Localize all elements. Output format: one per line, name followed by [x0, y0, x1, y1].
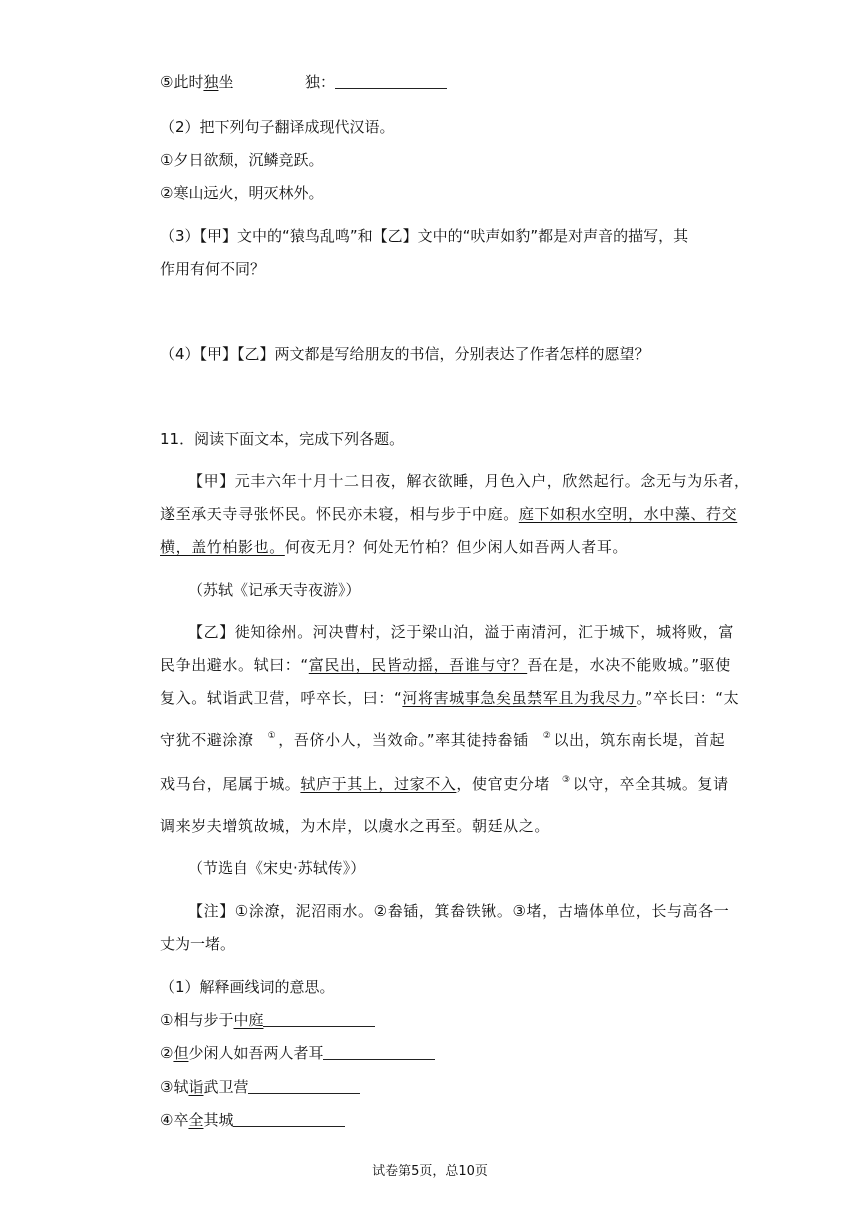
yi-line6: 调来岁夫增筑故城，为木岸，以虞水之再至。朝廷从之。 — [160, 817, 551, 835]
q11-item3 — [160, 1075, 360, 1099]
answer-blank[interactable] — [233, 1110, 345, 1127]
footnote-marker-2: ② — [542, 731, 552, 741]
jia-line3 — [160, 535, 628, 559]
item-text: 其城 — [203, 1111, 234, 1129]
q10-sub2: （2）把下列句子翻译成现代汉语。 — [160, 118, 395, 136]
yi-line2 — [160, 653, 731, 677]
yi-text: 戏马台，尾属于城。 — [160, 775, 301, 793]
q10-item5 — [160, 70, 447, 94]
yi-underlined-3: 轼庐于其上，过家不入 — [300, 775, 457, 793]
answer-blank[interactable] — [248, 1077, 360, 1094]
jia-underlined-2: 横，盖竹柏影也。 — [160, 538, 285, 556]
item5-label: 独： — [305, 73, 336, 91]
jia-text: 遂至承天寺寻张怀民。怀民亦未寝，相与步于中庭。 — [160, 505, 519, 523]
item-text: ④卒 — [160, 1111, 189, 1129]
yi-underlined-1: 富民出，民皆动摇，吾谁与守？ — [308, 656, 528, 674]
yi-text: 以出，筑东南长堤，首起 — [553, 731, 726, 749]
note-line2: 丈为一堵。 — [160, 935, 236, 953]
yi-line1: 【乙】徙知徐州。河决曹村，泛于梁山泊，溢于南清河，汇于城下，城将败，富 — [188, 623, 735, 641]
item-text: ② — [160, 1044, 174, 1062]
yi-underlined-2: 河将害城事急矣虽禁军且为我尽力 — [402, 689, 637, 707]
jia-underlined-1: 庭下如积水空明，水中藻、荇交 — [518, 505, 738, 523]
footnote-marker-3: ③ — [562, 775, 571, 785]
q11-item2 — [160, 1041, 435, 1065]
jia-line1: 【甲】元丰六年十月十二日夜，解衣欲睡，月色入户，欣然起行。念无与为乐者， — [188, 472, 750, 490]
yi-text: 复入。轼诣武卫营，呼卒长，曰：“ — [160, 689, 403, 707]
yi-line3 — [160, 686, 739, 710]
yi-text: 以守，卒全其城。复请 — [572, 775, 729, 793]
note-line1: 【注】①涂潦，泥沼雨水。②畚锸，箕畚铁锹。③堵，古墙体单位，长与高各一 — [188, 902, 730, 920]
jia-line2 — [160, 502, 737, 526]
item-underlined: 诣 — [188, 1078, 204, 1096]
yi-text: 。”卒长曰：“太 — [636, 689, 740, 707]
q11-title: 11．阅读下面文本，完成下列各题。 — [160, 430, 405, 448]
yi-source: （节选自《宋史·苏轼传》） — [188, 859, 366, 877]
item-text: ①相与步于 — [160, 1011, 234, 1029]
item5-underlined: 独 — [203, 73, 219, 91]
answer-blank[interactable] — [263, 1010, 375, 1027]
q10-sub2-a: ①夕日欲颓，沉鳞竞跃。 — [160, 151, 324, 169]
answer-blank[interactable] — [335, 72, 447, 89]
item-underlined: 但 — [173, 1044, 189, 1062]
yi-text: ，使官吏分堵 — [456, 775, 551, 793]
yi-text: 民争出避水。轼曰：“ — [160, 656, 309, 674]
q10-sub4: （4）【甲】【乙】两文都是写给朋友的书信，分别表达了作者怎样的愿望？ — [160, 345, 650, 363]
q10-sub3-line1: （3）【甲】文中的“猿鸟乱鸣”和【乙】文中的“吠声如豹”都是对声音的描写，其 — [160, 227, 689, 245]
item-underlined: 全 — [188, 1111, 204, 1129]
item5-prefix: ⑤此时 — [160, 73, 204, 91]
yi-text: ，吾侪小人，当效命。”率其徒持畚锸 — [278, 731, 529, 749]
item5-suffix: 坐 — [218, 73, 234, 91]
q11-item1 — [160, 1008, 375, 1032]
footnote-marker-1: ① — [267, 731, 277, 741]
item-underlined: 中庭 — [233, 1011, 264, 1029]
yi-line5 — [160, 772, 729, 799]
item-text: 少闲人如吾两人者耳 — [188, 1044, 324, 1062]
yi-text: 守犹不避涂潦 — [160, 731, 254, 749]
q11-sub1: （1）解释画线词的意思。 — [160, 978, 335, 996]
page-footer: 试卷第5页，总10页 — [372, 1164, 488, 1179]
jia-text-rest: 何夜无月？何处无竹柏？但少闲人如吾两人者耳。 — [284, 538, 629, 556]
q10-sub2-b: ②寒山远火，明灭林外。 — [160, 184, 324, 202]
q10-sub3-line2: 作用有何不同？ — [160, 260, 266, 278]
item-text: ③轼 — [160, 1078, 189, 1096]
yi-line4 — [160, 728, 725, 755]
answer-blank[interactable] — [323, 1043, 435, 1060]
q11-item4 — [160, 1108, 345, 1132]
yi-text: 吾在是，水决不能败城。”驱使 — [527, 656, 731, 674]
jia-source: （苏轼《记承天寺夜游》） — [188, 581, 361, 599]
item-text: 武卫营 — [203, 1078, 249, 1096]
